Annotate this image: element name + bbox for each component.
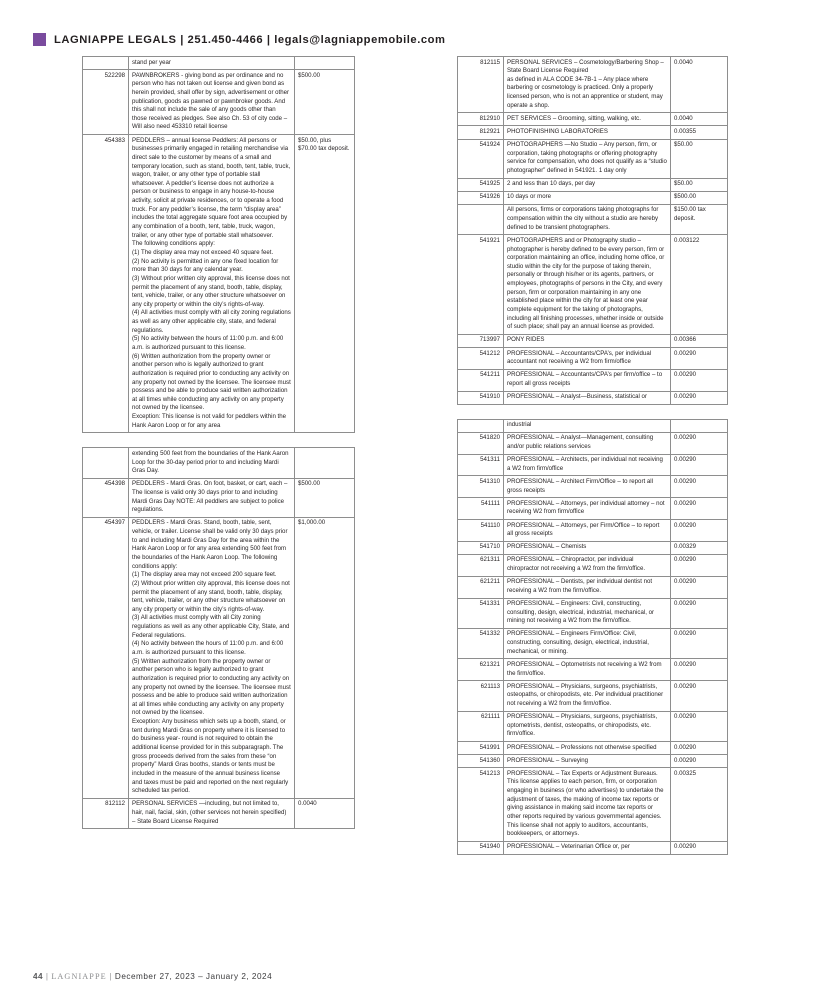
license-code-cell: 541910	[458, 391, 504, 404]
left-column	[82, 56, 354, 843]
license-code-cell: 541310	[458, 476, 504, 498]
license-code-cell: 541925	[458, 178, 504, 191]
license-description-cell: PROFESSIONAL – Accountants/CPA’s, per individual accountant not receiving a W2 from firm/office	[504, 348, 671, 370]
license-code-cell: 541924	[458, 139, 504, 178]
table-row	[458, 659, 728, 681]
license-rate-cell: $500.00	[295, 70, 355, 135]
license-table-right-2	[457, 419, 728, 855]
table-row	[458, 348, 728, 370]
license-description-cell: PROFESSIONAL – Attorneys, per individual attorney – not receiving W2 from firm/office	[504, 498, 671, 520]
table-row	[458, 113, 728, 126]
license-code-cell: 454398	[83, 478, 129, 517]
license-rate-cell	[295, 57, 355, 70]
license-description-cell: PONY RIDES	[504, 334, 671, 347]
license-code-cell	[83, 448, 129, 478]
table-row	[458, 57, 728, 113]
license-description-cell: industrial	[504, 419, 671, 432]
license-rate-cell: 0.00290	[671, 432, 728, 454]
license-code-cell	[458, 204, 504, 234]
license-code-cell: 454383	[83, 135, 129, 433]
table-row	[458, 541, 728, 554]
table-row	[458, 454, 728, 476]
table-row	[458, 742, 728, 755]
license-rate-cell: 0.00366	[671, 334, 728, 347]
table-row	[458, 498, 728, 520]
license-description-cell: PROFESSIONAL – Physicians, surgeons, psychiatrists, osteopaths, or chiropodists, etc. Per individual practitioner not receiving a W2 from the firm/office.	[504, 681, 671, 711]
license-description-cell: PEDDLERS - Mardi Gras. On foot, basket, or cart, each – The license is valid only 30 days prior to and including Mardi Gras Day NOTE: All peddlers are subject to police regulations.	[129, 478, 295, 517]
table-body	[458, 419, 728, 854]
footer-separator-1: |	[45, 972, 49, 981]
license-code-cell: 541111	[458, 498, 504, 520]
license-description-cell: PEDDLERS - Mardi Gras. Stand, booth, table, sent, vehicle, or trailer. License shall be valid only 30 days prior to and including Mardi Gras Day for the area within the Hank Aaron Loop or for any area extending 500 feet from the boundaries of the Hank Aaron Loop. The following conditions apply: (1) The display area may not exceed 200 square feet. (2) Without prior written city approval, this license does not permit the placement of any stand, booth, table, display, tent, vehicle, trailer, or any other structure whatsoever on any city property or within the city’s rights-of-way. (3) All activities must comply with all City zoning regulations as well as any other applicable City, State, and Federal regulations. (4) No activity between the hours of 11:00 p.m. and 6:00 a.m. is authorized pursuant to this license. (5) Written authorization from the property owner or another person who is legally authorized to grant authorization is required prior to conducting any activity on any property not owned by the licensee. The licensee must possess and be able to produce said written authorization at all times while conducting any activity on any property not owned by the licensee. Exception: Any business which sets up a booth, stand, or tent during Mardi Gras on property where it is licensed to do business year- round is not required to obtain the additional license provided for in this subparagraph. The gross proceeds derived from the sales from these “on property” Mardi Gras booths, stands or tents must be included in the measure of the annual business license and taxes must be paid and reported on the next regularly scheduled tax period.	[129, 517, 295, 798]
license-code-cell: 621113	[458, 681, 504, 711]
license-rate-cell: 0.00290	[671, 659, 728, 681]
license-description-cell: PROFESSIONAL – Tax Experts or Adjustment Bureaus. This license applies to each person, firm, or corporation engaging in business (or who advertises) to undertake the adjustment of taxes, the making of income tax reports or giving assistance in making said income tax reports or other reports required by various governmental agencies. This license shall not apply to auditors, accountants, bookkeepers, or attorneys.	[504, 768, 671, 842]
license-code-cell: 541360	[458, 755, 504, 768]
table-row	[458, 191, 728, 204]
license-description-cell: PROFESSIONAL – Chiropractor, per individual chiropractor not receiving a W2 from the firm/office.	[504, 554, 671, 576]
license-rate-cell: 0.00290	[671, 520, 728, 542]
table-row	[458, 204, 728, 234]
license-rate-cell: 0.00290	[671, 742, 728, 755]
page-footer	[33, 972, 272, 981]
license-code-cell: 541940	[458, 841, 504, 854]
license-code-cell: 812115	[458, 57, 504, 113]
footer-date-range: December 27, 2023 – January 2, 2024	[114, 972, 273, 981]
footer-brand: LAGNIAPPE	[51, 972, 107, 981]
license-rate-cell	[295, 448, 355, 478]
legals-contact-header: LAGNIAPPE LEGALS | 251.450-4466 | legals@lagniappemobile.com	[54, 33, 446, 46]
license-rate-cell: 0.00290	[671, 498, 728, 520]
license-code-cell: 541710	[458, 541, 504, 554]
license-code-cell: 541332	[458, 628, 504, 658]
license-description-cell: PROFESSIONAL – Architect Firm/Office – to report all gross receipts	[504, 476, 671, 498]
license-description-cell: PEDDLERS – annual license Peddlers: All persons or businesses primarily engaged in retailing merchandise via direct sale to the customer by means of a small and temporary location, such as stand, booth, tent, table, truck, wagon, trailer, or any other type of portable stall whatsoever. A peddler’s license does not authorize a person or business to engage in any house-to-house activity, solicit at private residences, or to operate a food truck. For any peddler’s license, the term “display area” includes the total aggregate square foot area occupied by any combination of a booth, tent, table, truck, wagon, trailer, or any other type of portable stall whatsoever. The following conditions apply: (1) The display area may not exceed 40 square feet. (2) No activity is permitted in any one fixed location for more than 30 days for any calendar year. (3) Without prior written city approval, this license does not permit the placement of any stand, booth, table, display, tent, vehicle, trailer, or any other structure whatsoever on any city property or within the city’s rights-of-way. (4) All activities must comply with all city zoning regulations as well as any other applicable city, state, and federal regulations. (5) No activity between the hours of 11:00 p.m. and 6:00 a.m. is authorized pursuant to this license. (6) Written authorization from the property owner or another person who is legally authorized to grant authorization is required prior to conducting any activity on any property not owned by the licensee. The licensee must possess and be able to produce said written authorization at all times while conducting any activity on any property not owned by the licensee. Exception: This license is not valid for peddlers within the Hank Aaron Loop or for any area	[129, 135, 295, 433]
license-description-cell: 2 and less than 10 days, per day	[504, 178, 671, 191]
license-rate-cell: $500.00	[295, 478, 355, 517]
license-rate-cell: $50.00	[671, 139, 728, 178]
license-code-cell: 541991	[458, 742, 504, 755]
table-body	[83, 57, 355, 433]
license-rate-cell: 0.0040	[295, 798, 355, 828]
license-code-cell: 621311	[458, 554, 504, 576]
table-row	[458, 576, 728, 598]
license-description-cell: PROFESSIONAL – Engineers: Civil, constructing, consulting, design, electrical, industrial, mechanical, or mining not receiving a W2 from the firm/office.	[504, 598, 671, 628]
license-description-cell: PROFESSIONAL – Veterinarian Office or, per	[504, 841, 671, 854]
table-row	[458, 235, 728, 335]
license-code-cell: 812910	[458, 113, 504, 126]
license-description-cell: PERSONAL SERVICES —including, but not limited to, hair, nail, facial, skin, (other services not herein specified) – State Board License Required	[129, 798, 295, 828]
license-rate-cell: 0.00290	[671, 369, 728, 391]
license-rate-cell	[671, 419, 728, 432]
license-description-cell: PROFESSIONAL – Optometrists not receiving a W2 from the firm/office.	[504, 659, 671, 681]
license-rate-cell: $50.00, plus $70.00 tax deposit.	[295, 135, 355, 433]
license-code-cell: 621111	[458, 711, 504, 741]
license-rate-cell: 0.00329	[671, 541, 728, 554]
license-description-cell: PHOTOFINISHING LABORATORIES	[504, 126, 671, 139]
license-rate-cell: $50.00	[671, 178, 728, 191]
table-row	[83, 70, 355, 135]
license-rate-cell: 0.0040	[671, 113, 728, 126]
license-rate-cell: 0.0040	[671, 57, 728, 113]
license-description-cell: PROFESSIONAL – Attorneys, per Firm/Office – to report all gross receipts	[504, 520, 671, 542]
footer-separator-2: |	[109, 972, 113, 981]
license-table-right-1	[457, 56, 728, 405]
license-description-cell: All persons, firms or corporations taking photographs for compensation within the city without a studio are hereby defined to be transient photographers.	[504, 204, 671, 234]
license-rate-cell: 0.00290	[671, 755, 728, 768]
footer-page-number: 44	[33, 972, 44, 981]
license-code-cell: 541926	[458, 191, 504, 204]
license-rate-cell: 0.00290	[671, 454, 728, 476]
license-description-cell: PROFESSIONAL – Dentists, per individual dentist not receiving a W2 from the firm/office.	[504, 576, 671, 598]
table-row	[458, 369, 728, 391]
license-description-cell: PROFESSIONAL – Engineers Firm/Office: Civil, constructing, consulting, design, electrical, industrial, mechanical, or mining.	[504, 628, 671, 658]
license-rate-cell: 0.003122	[671, 235, 728, 335]
license-code-cell: 812112	[83, 798, 129, 828]
license-rate-cell: 0.00290	[671, 348, 728, 370]
license-code-cell	[458, 419, 504, 432]
table-row	[83, 478, 355, 517]
license-rate-cell: $500.00	[671, 191, 728, 204]
table-row	[458, 628, 728, 658]
table-row	[458, 554, 728, 576]
license-code-cell: 713997	[458, 334, 504, 347]
license-code-cell: 522298	[83, 70, 129, 135]
license-code-cell: 541211	[458, 369, 504, 391]
table-row	[458, 334, 728, 347]
table-body	[83, 448, 355, 829]
table-row	[458, 768, 728, 842]
license-description-cell: PROFESSIONAL – Physicians, surgeons, psychiatrists, optometrists, dentist, osteopaths, or chiropodists, etc. firm/office.	[504, 711, 671, 741]
table-row	[458, 476, 728, 498]
table-row	[458, 391, 728, 404]
license-code-cell: 454397	[83, 517, 129, 798]
license-rate-cell: 0.00325	[671, 768, 728, 842]
page-header	[33, 33, 446, 46]
license-rate-cell: 0.00290	[671, 576, 728, 598]
license-code-cell: 812921	[458, 126, 504, 139]
table-row	[458, 841, 728, 854]
license-code-cell: 621211	[458, 576, 504, 598]
table-body	[458, 57, 728, 405]
table-row	[458, 432, 728, 454]
license-code-cell: 541331	[458, 598, 504, 628]
license-description-cell: PERSONAL SERVICES – Cosmetology/Barbering Shop – State Board License Required as defined in ALA CODE 34-7B-1 – Any place where barbering or cosmetology is practiced. Only a properly licensed person, who is not an apprentice or student, may operate a shop.	[504, 57, 671, 113]
license-rate-cell: 0.00355	[671, 126, 728, 139]
license-rate-cell: 0.00290	[671, 711, 728, 741]
license-description-cell: PET SERVICES – Grooming, sitting, walking, etc.	[504, 113, 671, 126]
license-rate-cell: 0.00290	[671, 628, 728, 658]
table-row	[83, 448, 355, 478]
table-row	[83, 798, 355, 828]
license-table-left-2	[82, 447, 355, 829]
license-code-cell: 621321	[458, 659, 504, 681]
table-row	[83, 517, 355, 798]
lagniappe-logo-icon	[33, 33, 46, 46]
license-description-cell: PROFESSIONAL – Architects, per individual not receiving a W2 from firm/office	[504, 454, 671, 476]
license-rate-cell: $1,000.00	[295, 517, 355, 798]
license-table-left-1	[82, 56, 355, 433]
license-code-cell: 541110	[458, 520, 504, 542]
license-code-cell: 541921	[458, 235, 504, 335]
license-description-cell: PROFESSIONAL – Surveying	[504, 755, 671, 768]
table-row	[458, 755, 728, 768]
license-code-cell	[83, 57, 129, 70]
license-description-cell: PROFESSIONAL – Analyst—Business, statistical or	[504, 391, 671, 404]
table-row	[83, 135, 355, 433]
license-rate-cell: 0.00290	[671, 554, 728, 576]
table-row	[458, 178, 728, 191]
license-code-cell: 541311	[458, 454, 504, 476]
license-code-cell: 541212	[458, 348, 504, 370]
table-row	[458, 419, 728, 432]
license-description-cell: PROFESSIONAL – Chemists	[504, 541, 671, 554]
license-description-cell: PHOTOGRAPHERS —No Studio – Any person, firm, or corporation, taking photographs or offering photography service for compensation, who does not qualify as a “studio photographer” defined in 541921. 1 day only	[504, 139, 671, 178]
table-row	[458, 126, 728, 139]
license-rate-cell: $150.00 tax deposit.	[671, 204, 728, 234]
table-row	[458, 598, 728, 628]
table-row	[458, 139, 728, 178]
table-row	[458, 711, 728, 741]
license-description-cell: stand per year	[129, 57, 295, 70]
license-description-cell: extending 500 feet from the boundaries of the Hank Aaron Loop for the 30-day period prior to and including Mardi Gras Day.	[129, 448, 295, 478]
license-rate-cell: 0.00290	[671, 476, 728, 498]
license-description-cell: PROFESSIONAL – Analyst—Management, consulting and/or public relations services	[504, 432, 671, 454]
license-rate-cell: 0.00290	[671, 681, 728, 711]
table-row	[458, 520, 728, 542]
right-column	[457, 56, 727, 869]
license-description-cell: PROFESSIONAL – Professions not otherwise specified	[504, 742, 671, 755]
license-code-cell: 541213	[458, 768, 504, 842]
license-rate-cell: 0.00290	[671, 391, 728, 404]
license-description-cell: 10 days or more	[504, 191, 671, 204]
license-rate-cell: 0.00290	[671, 841, 728, 854]
license-description-cell: PROFESSIONAL – Accountants/CPA’s per firm/office – to report all gross receipts	[504, 369, 671, 391]
license-description-cell: PHOTOGRAPHERS and or Photography studio – photographer is hereby defined to be every person, firm or corporation maintaining an office, including home office, or studio within the city for the purpose of taking therein, personally or through his/her or its agents, partners, or employees, photographs of persons in the City, and every person, firm or corporation maintaining in any one established place within the city for at least one year complete equipment for the taking of photographs, including all finishing processes, whether inside or outside of such place; shall pay an annual license as provided.	[504, 235, 671, 335]
license-description-cell: PAWNBROKERS - giving bond as per ordinance and no person who has not taken out license and given bond as herein provided, shall offer by sign, advertisement or other publication, goods as pawned or pawnbroker goods. And this shall not include the sale of any goods other than those received as pledges. See also Ch. 53 of city code – Will also need 453310 retail license	[129, 70, 295, 135]
table-row	[83, 57, 355, 70]
license-rate-cell: 0.00290	[671, 598, 728, 628]
table-row	[458, 681, 728, 711]
license-code-cell: 541820	[458, 432, 504, 454]
